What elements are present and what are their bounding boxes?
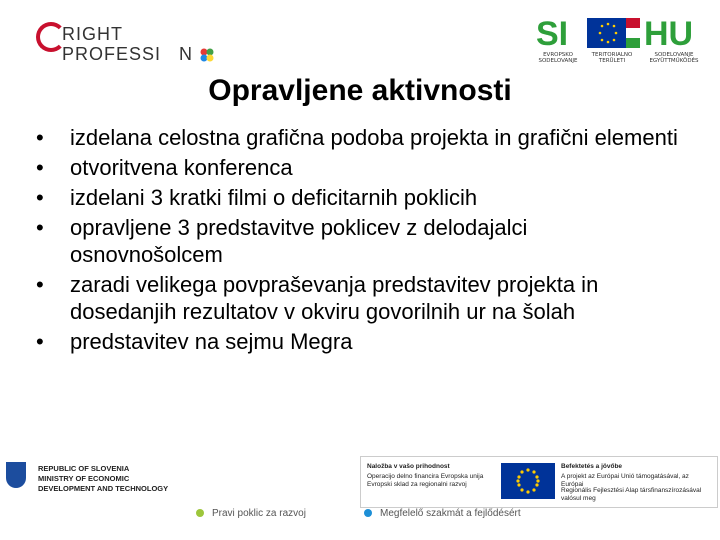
list-item	[36, 154, 686, 181]
list-item	[36, 214, 686, 268]
ministry-logo	[4, 458, 192, 502]
list-item-text: izdelana celostna grafična podoba projekta in grafični elementi	[70, 125, 678, 150]
bullet-icon: •	[36, 215, 44, 240]
eu-right-line-1: A projekt az Európai Unió támogatásával, az Európai	[561, 473, 689, 488]
bullet-icon: •	[36, 272, 44, 297]
slogan-slovenian-text: Pravi poklic za razvoj	[212, 508, 306, 519]
logo-dots-icon	[199, 47, 215, 63]
eu-flag-icon	[501, 463, 555, 499]
eu-flag-icon	[587, 18, 629, 48]
bullet-icon: •	[36, 185, 44, 210]
list-item-text: izdelani 3 kratki filmi o deficitarnih poklicih	[70, 185, 478, 210]
bullet-icon: •	[36, 125, 44, 150]
eu-left-line-2: Evropski sklad za regionalni razvoj	[367, 481, 467, 488]
slogan-hungarian-text: Megfelelő szakmát a fejlődésért	[380, 508, 521, 519]
bullet-icon: •	[36, 329, 44, 354]
list-item-text: predstavitev na sejmu Megra	[70, 329, 353, 354]
list-item	[36, 271, 686, 325]
slide-title: Opravljene aktivnosti	[208, 74, 512, 107]
sihu-caption-3: SODELOVANJE EGYÜTTMŰKÖDÉS	[649, 52, 699, 64]
logo-text-line2	[62, 44, 193, 65]
sihu-hu-text: HU	[644, 15, 694, 53]
right-profession-logo	[32, 14, 232, 70]
list-item-text: otvoritvena konferenca	[70, 155, 293, 180]
eu-left-title: Naložba v vašo prihodnost	[367, 463, 450, 470]
activity-list	[36, 124, 686, 358]
eu-right-title: Befektetés a jövőbe	[561, 463, 623, 470]
slogan-slovenian	[196, 508, 306, 519]
green-dot-icon	[196, 509, 204, 517]
blue-dot-icon	[364, 509, 372, 517]
eu-funding-box	[360, 456, 718, 508]
logo-text-profession: PROFESSI	[62, 44, 162, 64]
sihu-caption-2: TERITORIALNO TERÜLETI	[591, 52, 633, 64]
list-item	[36, 184, 686, 211]
list-item-text: zaradi velikega povpraševanja predstavitev projekta in dosedanjih rezultatov v okviru govorilnih ur na šolah	[70, 272, 599, 324]
ministry-line-3: DEVELOPMENT AND TECHNOLOGY	[38, 484, 169, 493]
sihu-caption-1: EVROPSKO SODELOVANJE	[538, 52, 578, 64]
slogan-hungarian	[364, 508, 521, 519]
sihu-si-text: SI	[536, 15, 569, 53]
logo-text-line1: RIGHT	[62, 24, 123, 44]
eu-left-line-1: Operacijo delno financira Evropska unija	[367, 473, 484, 480]
bullet-icon: •	[36, 155, 44, 180]
logo-text-tail: N	[179, 44, 194, 64]
eu-right-line-2: Regionális Fejlesztési Alap társfinanszírozásával valósul meg	[561, 487, 702, 502]
hungary-flag-icon	[626, 18, 640, 48]
ministry-line-1: REPUBLIC OF SLOVENIA	[38, 464, 130, 473]
list-item	[36, 328, 686, 355]
list-item	[36, 124, 686, 151]
list-item-text: opravljene 3 predstavitve poklicev z delodajalci osnovnošolcem	[70, 215, 528, 267]
ministry-line-2: MINISTRY OF ECONOMIC	[38, 474, 130, 483]
ministry-text	[38, 464, 168, 494]
si-hu-programme-logo	[536, 14, 706, 68]
slovenia-crest-icon	[6, 462, 26, 488]
